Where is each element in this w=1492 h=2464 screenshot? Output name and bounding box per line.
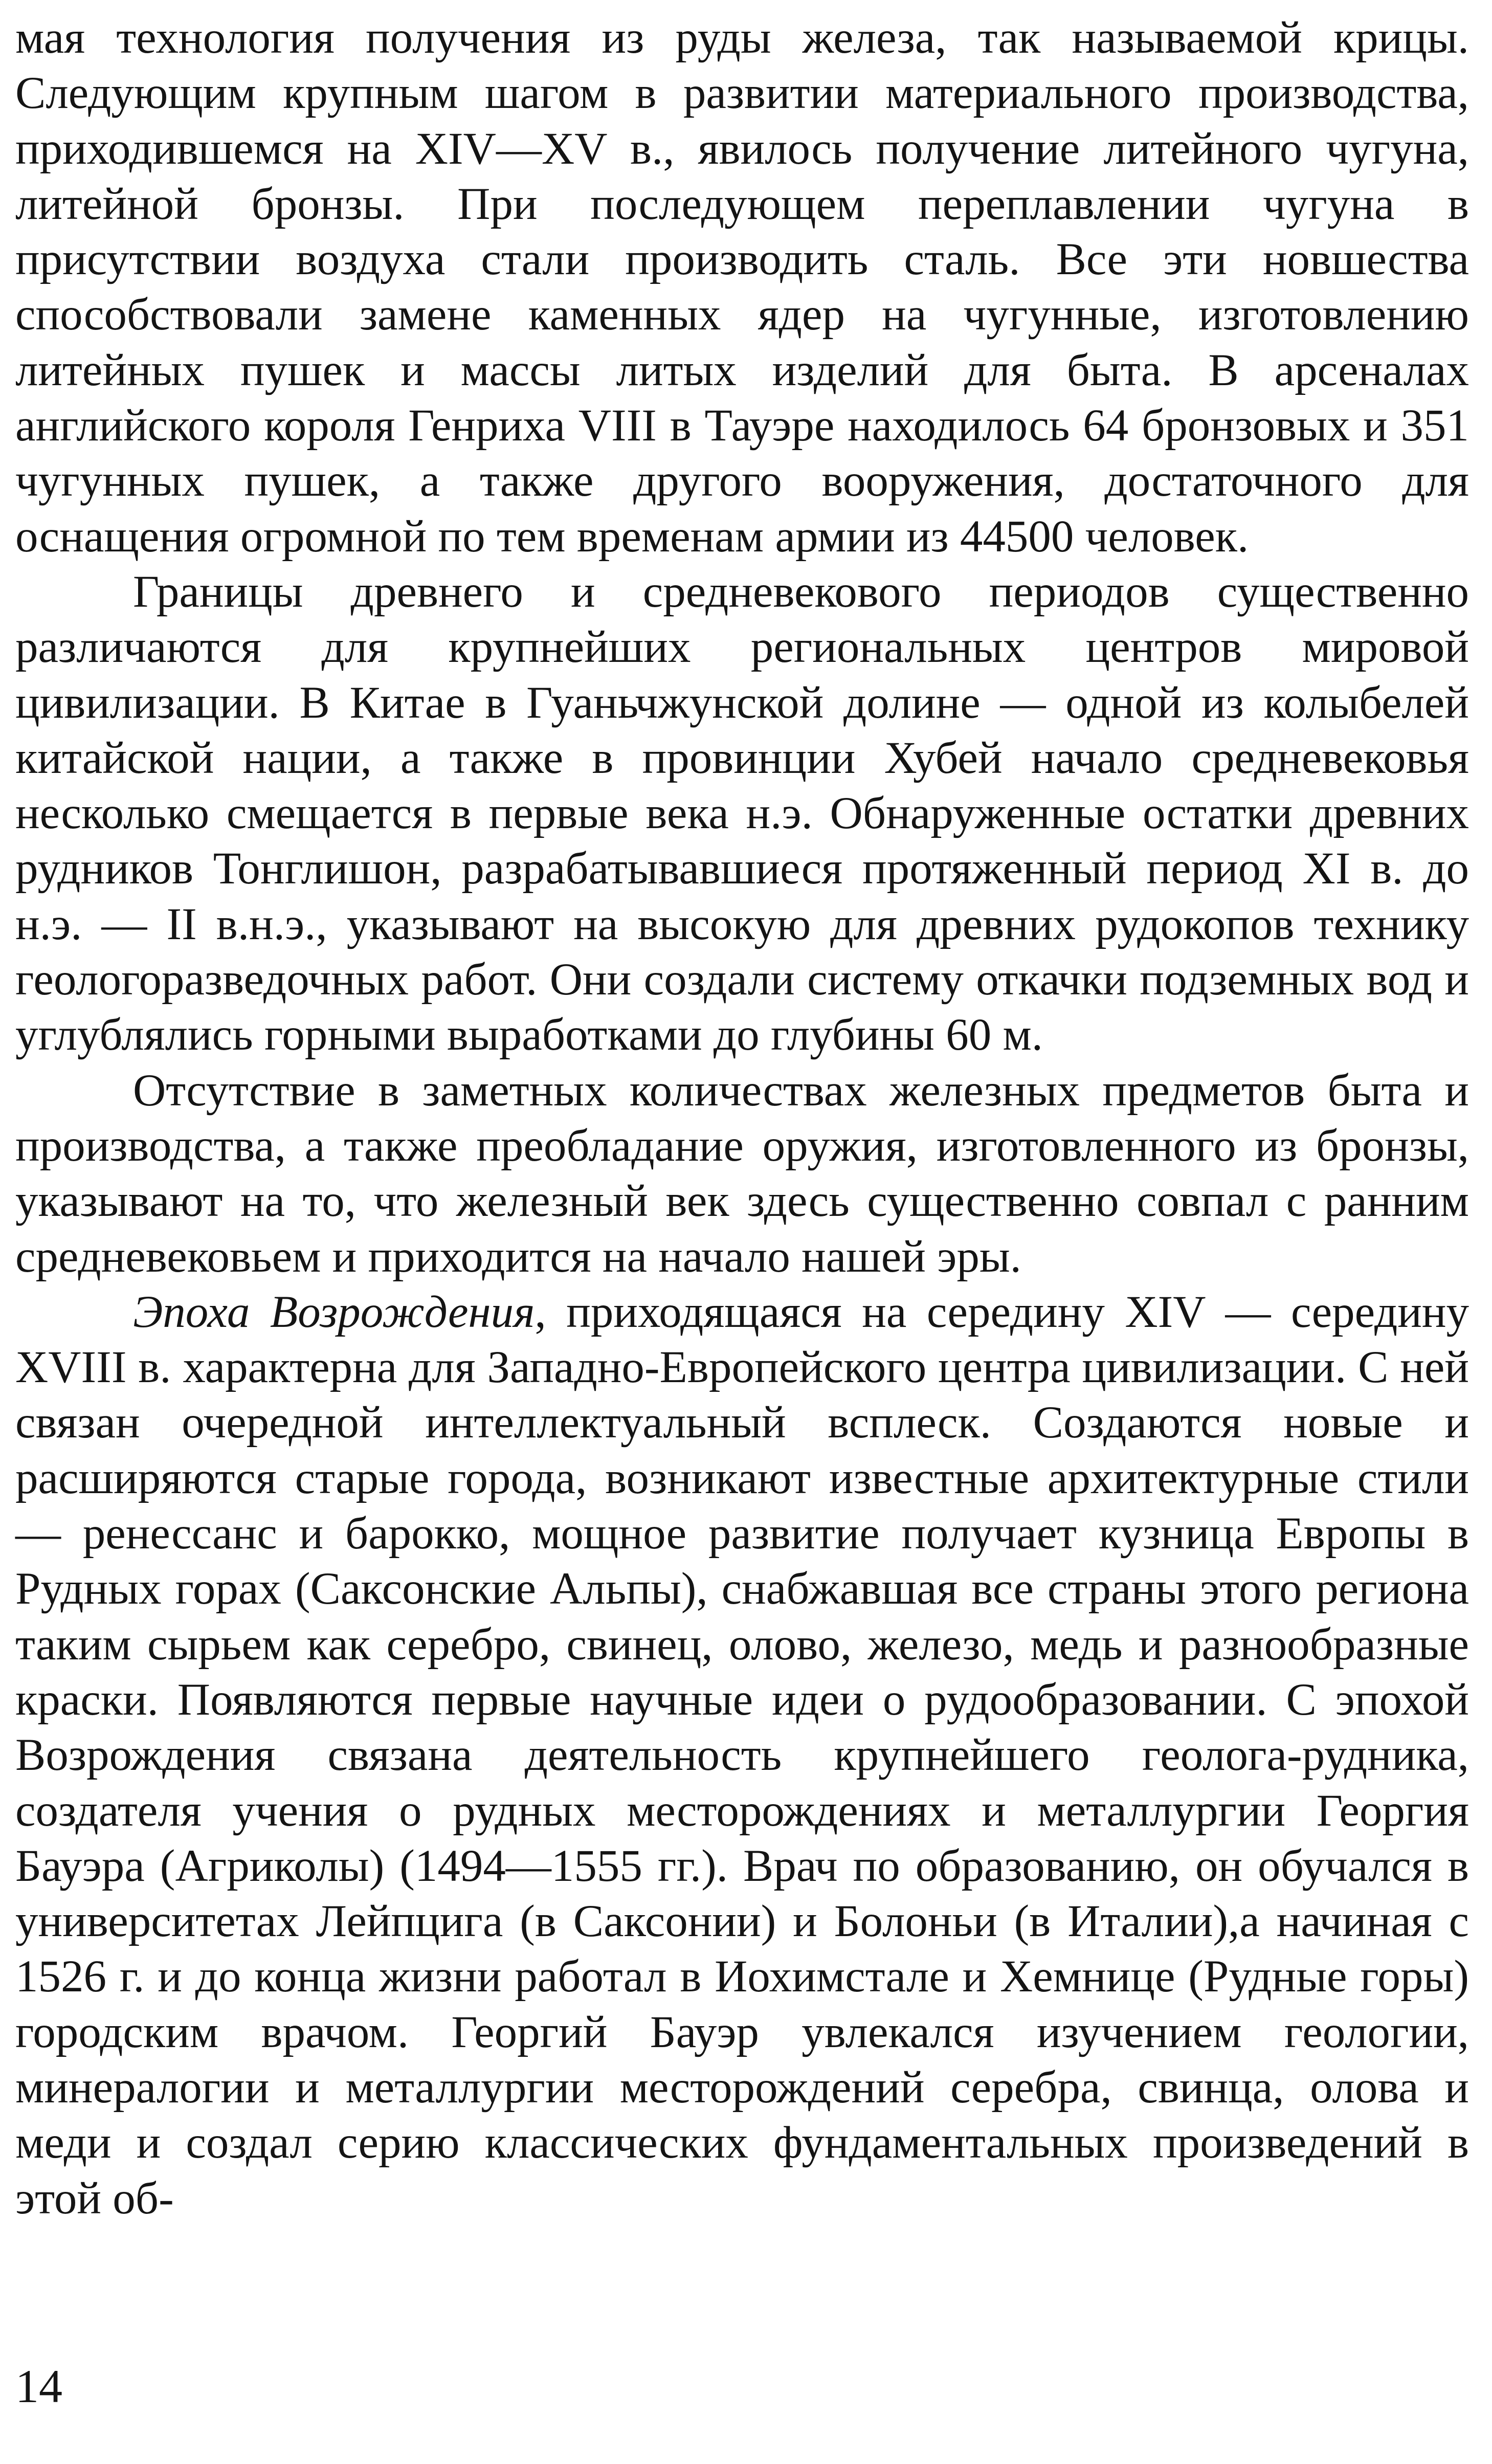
- paragraph-renaissance: [15, 1284, 1469, 2226]
- body-text: [15, 10, 1469, 2226]
- paragraph-text: Границы древнего и средневекового периодов существенно различаются для крупнейших региональных центров мировой цивилизации. В Китае в Гуаньчжунской долине — одной из колыбелей китайской нации, а также в провинции Хубей начало средневековья несколько смещается в первые века н.э. Обнаруженные остатки древних рудников Тонглишон, разрабатывавшиеся протяженный период XI в. до н.э. — II в.н.э., указывают на высокую для древних рудокопов технику геологоразведочных работ. Они создали систему откачки подземных вод и углублялись горными выработками до глубины 60 м.: [15, 566, 1469, 1060]
- page-number: 14: [15, 2360, 62, 2412]
- paragraph-bronze-weapons: [15, 1063, 1469, 1284]
- paragraph-text: Отсутствие в заметных количествах железных предметов быта и производства, а также преобладание оружия, изготовленного из бронзы, указывают на то, что железный век здесь существенно совпал с ранним средневековьем и приходится на начало нашей эры.: [15, 1065, 1469, 1282]
- paragraph-iron-and-cast-metals: [15, 10, 1469, 564]
- paragraph-italic-lead: Эпоха Возрождения: [133, 1286, 535, 1337]
- paragraph-text: мая технология получения из руды железа, так называемой крицы. Следующим крупным шагом в развитии материального производства, приходившемся на XIV—XV в., явилось получение литейного чугуна, литейной бронзы. При последующем переплавлении чугуна в присутствии воздуха стали производить сталь. Все эти новшества способствовали замене каменных ядер на чугунные, изготовлению литейных пушек и массы литых изделий для быта. В арсеналах английского короля Генриха VIII в Тауэре находилось 64 бронзовых и 351 чугунных пушек, а также другого вооружения, достаточного для оснащения огромной по тем временам армии из 44500 человек.: [15, 13, 1469, 562]
- paragraph-ancient-medieval-boundaries: [15, 564, 1469, 1063]
- paragraph-text: , приходящаяся на середину XIV — середину XVIII в. характерна для Западно-Европейского центра цивилизации. С ней связан очередной интеллектуальный всплеск. Создаются новые и расширяются старые города, возникают известные архитектурные стили — ренессанс и барокко, мощное развитие получает кузница Европы в Рудных горах (Саксонские Альпы), снабжавшая все страны этого региона таким сырьем как серебро, свинец, олово, железо, медь и разнообразные краски. Появляются первые научные идеи о рудообразовании. С эпохой Возрождения связана деятельность крупнейшего геолога-рудника, создателя учения о рудных месторождениях и металлургии Георгия Бауэра (Агриколы) (1494—1555 гг.). Врач по образованию, он обучался в университетах Лейпцига (в Саксонии) и Болоньи (в Италии),а начиная с 1526 г. и до конца жизни работал в Иохимстале и Хемнице (Рудные горы) городским врачом. Георгий Бауэр увлекался изучением геологии, минералогии и металлургии месторождений серебра, свинца, олова и меди и создал серию классических фундаментальных произведений в этой об-: [15, 1286, 1469, 2224]
